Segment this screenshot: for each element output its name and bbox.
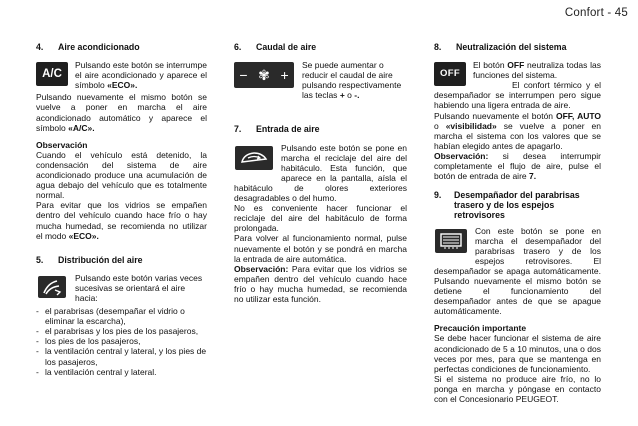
- section-8-title: 8. Neutralización del sistema: [434, 42, 567, 52]
- ac-button-icon: A/C: [36, 62, 68, 86]
- section-7-obs: Observación: Para evitar que los vidrios se empañen dentro del vehículo cuando hace frío o hay mucha humedad, se recomienda no utilizar esta función.: [234, 263, 407, 304]
- section-9-p1: Con este botón se pone en marcha el desempañador del parabrisas trasero y de los espejos retrovisores. El desempañador se apaga automáticamente. Pulsando nuevamente el mismo botón se detiene el funcionamiento del desempañador antes de que se apague automáticamente.: [434, 225, 601, 317]
- list-item: - el parabrisas y los pies de los pasajeros,: [36, 326, 207, 336]
- column-1: [36, 42, 207, 377]
- section-7-p2: No es conveniente hacer funcionar el reciclaje del aire del habitáculo de forma prolongada.: [234, 203, 407, 234]
- section-7-p3: Para volver al funcionamiento normal, pulse nuevamente el botón y se pondrá en marcha la entrada de aire automática.: [234, 233, 407, 264]
- minus-icon: −: [239, 67, 248, 84]
- section-6-intro: Se puede aumentar o reducir el caudal de aire pulsando respectivamente las teclas + o -.: [302, 60, 402, 101]
- section-4-obs2: Para evitar que los vidrios se empañen dentro del vehículo cuando hace frío o hay mucha humedad, se recomienda no utilizar el modo «ECO».: [36, 200, 207, 241]
- precaution-p2: Si el sistema no produce aire frío, no lo ponga en marcha y póngase en contacto con el Concesionario PEUGEOT.: [434, 373, 601, 404]
- list-item: - la ventilación central y lateral.: [36, 367, 207, 377]
- section-5-intro: Pulsando este botón varias veces sucesivas se orientará el aire hacia:: [75, 272, 203, 303]
- list-item: - los pies de los pasajeros,: [36, 336, 207, 346]
- section-9-title: 9. Desempañador del parabrisas trasero y de los espejos retrovisores: [434, 190, 580, 221]
- precaution-title: Precaución importante: [434, 323, 527, 334]
- section-7-title: 7. Entrada de aire: [234, 124, 320, 135]
- air-recirculation-icon: [234, 145, 274, 171]
- air-distribution-list: [36, 306, 207, 377]
- section-5-title: 5. Distribución del aire: [36, 254, 143, 265]
- fan-icon: ✾: [258, 67, 270, 84]
- column-2: [234, 42, 407, 304]
- precaution-p1: Se debe hacer funcionar el sistema de aire acondicionado de 5 a 10 minutos, una o dos veces por mes, para que se mantenga en perfectas condiciones de funcionamiento.: [434, 333, 601, 374]
- page-header: Confort - 45: [564, 7, 628, 19]
- section-6-title: 6. Caudal de aire: [234, 42, 317, 52]
- section-4-obs1: Cuando el vehículo está detenido, la condensación del sistema de aire acondicionado produce una acumulación de agua debajo del vehículo que es totalmente normal.: [36, 149, 207, 201]
- section-4-obs-title: Observación: [36, 139, 88, 150]
- plus-icon: +: [280, 67, 289, 84]
- section-8-p1: El botón OFF neutraliza todas las funciones del sistema.: [473, 60, 601, 81]
- section-4-intro: Pulsando este botón se interrumpe el aire acondicionado y aparece el símbolo «ECO».: [75, 60, 207, 91]
- air-distribution-icon: [36, 275, 68, 299]
- section-4-title: 4. Aire acondicionado: [36, 42, 140, 52]
- off-button-icon: OFF: [434, 62, 466, 86]
- rear-defrost-icon: [434, 228, 468, 254]
- list-item: - el parabrisas (desempañar el vidrio o eliminar la escarcha),: [36, 306, 207, 326]
- section-4-p2: Pulsando nuevamente el mismo botón se vuelve a poner en marcha el aire acondicionado automático y aparece el símbolo «A/C».: [36, 92, 207, 133]
- section-8-p3: Pulsando nuevamente el botón OFF, AUTO o «visibilidad» se vuelve a poner en marcha el sistema con los valores que se habían elegido antes de apagarlo.: [434, 110, 601, 151]
- fan-speed-icon: [234, 62, 294, 88]
- column-3: [434, 42, 601, 404]
- section-8-obs: Observación: si desea interrumpir completamente el flujo de aire, pulse el botón de entrada de aire 7.: [434, 150, 601, 182]
- list-item: - la ventilación central y lateral, y los pies de los pasajeros,: [36, 346, 207, 366]
- section-8-p2: El confort térmico y el desempañador se interrumpen pero sigue habiendo una ligera entrada de aire.: [434, 80, 601, 111]
- section-7-intro: Pulsando este botón se pone en marcha el reciclaje del aire del habitáculo. Esta función, que aparece en la pantalla, aísla el habitáculo de olores exteriores desagradables o del humo.: [234, 142, 407, 204]
